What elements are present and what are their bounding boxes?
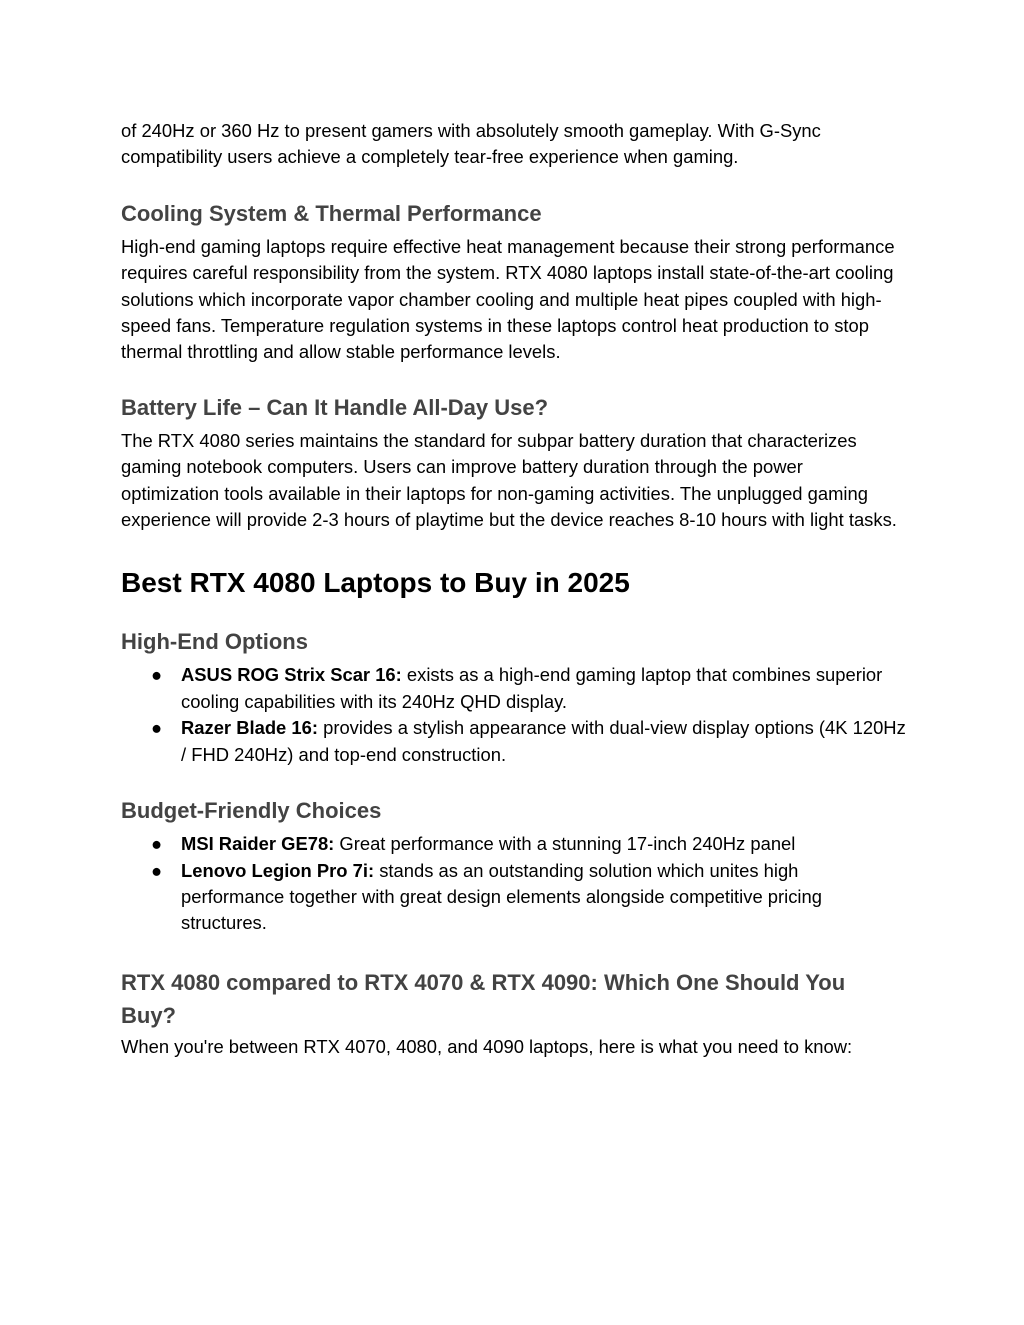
high-end-list (121, 662, 906, 768)
laptop-name: MSI Raider GE78: (181, 833, 335, 855)
list-item (121, 715, 906, 768)
high-end-heading: High-End Options (121, 629, 308, 655)
bullet-icon: ● (151, 833, 163, 855)
bullet-icon: ● (151, 717, 163, 739)
laptop-description: provides a stylish appearance with dual-view display options (4K 120Hz / FHD 240Hz) and top-end construction. (181, 717, 906, 765)
compare-paragraph: When you're between RTX 4070, 4080, and 4090 laptops, here is what you need to know: (121, 1035, 853, 1057)
list-item (121, 662, 906, 715)
laptop-name: Lenovo Legion Pro 7i: (181, 859, 375, 881)
laptop-description: exists as a high-end gaming laptop that combines superior cooling capabilities with its 240Hz QHD display. (181, 664, 883, 712)
list-item (121, 831, 906, 857)
laptop-description: stands as an outstanding solution which unites high performance together with great design elements alongside competitive pricing structures. (181, 859, 822, 934)
intro-paragraph: of 240Hz or 360 Hz to present gamers with absolutely smooth gameplay. With G-Sync compatibility users achieve a completely tear-free experience when gaming. (121, 120, 821, 168)
bullet-icon: ● (151, 859, 163, 881)
laptop-name: Razer Blade 16: (181, 717, 318, 739)
battery-heading: Battery Life – Can It Handle All-Day Use? (121, 394, 549, 420)
budget-list (121, 831, 906, 937)
budget-heading: Budget-Friendly Choices (121, 798, 382, 824)
bullet-icon: ● (151, 664, 163, 686)
cooling-paragraph: High-end gaming laptops require effective heat management because their strong performance requires careful responsibility from the system. RTX 4080 laptops install state-of-the-art cooling solutions which incorporate vapor chamber cooling and multiple heat pipes coupled with high-speed fans. Temperature regulation systems in these laptops control heat production to stop thermal throttling and allow stable performance levels. (121, 235, 895, 363)
list-item (121, 858, 906, 937)
document-page (121, 118, 906, 1060)
laptop-name: ASUS ROG Strix Scar 16: (181, 664, 402, 686)
cooling-heading: Cooling System & Thermal Performance (121, 200, 542, 226)
compare-heading: RTX 4080 compared to RTX 4070 & RTX 4090: Which One Should You Buy? (121, 969, 846, 1028)
laptop-description: Great performance with a stunning 17-inch 240Hz panel (334, 833, 796, 855)
best-laptops-heading: Best RTX 4080 Laptops to Buy in 2025 (121, 567, 630, 599)
battery-paragraph: The RTX 4080 series maintains the standard for subpar battery duration that characterizes gaming notebook computers. Users can improve battery duration through the power optimization tools available in their laptops for non-gaming activities. The unplugged gaming experience will provide 2-3 hours of playtime but the device reaches 8-10 hours with light tasks. (121, 429, 897, 531)
